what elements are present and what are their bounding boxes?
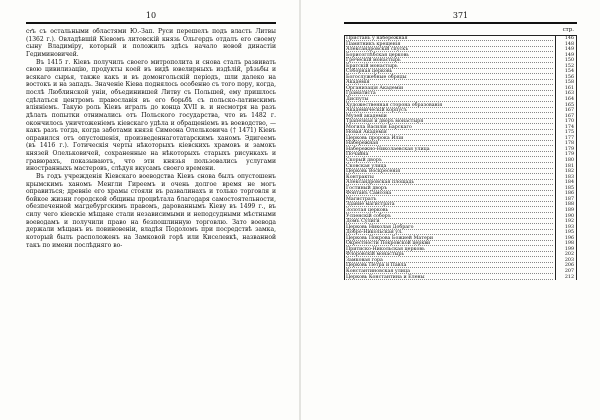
- toc-entry-page: 163: [564, 91, 574, 97]
- toc-entry-title: Граматиста: [346, 91, 376, 97]
- toc-entry-title: Замковая гора: [346, 257, 383, 263]
- toc-entry-title: Золотая церковь: [346, 207, 389, 213]
- toc-entry-page: 154: [564, 69, 574, 75]
- toc-entry-page: 188: [564, 202, 574, 208]
- toc-entry-page: 196: [564, 235, 574, 241]
- toc-entry-page: 206: [564, 263, 574, 269]
- toc-entry-title: Контракты: [346, 174, 374, 180]
- toc-entry-title: Братскій монастырь: [346, 63, 398, 69]
- toc-entry-title: Организація Академіи: [346, 85, 404, 91]
- toc-entry-title: Успенскій соборъ: [346, 213, 391, 219]
- toc-entry-page: 195: [564, 230, 574, 236]
- toc-entry-page: 181: [564, 163, 574, 169]
- toc-entry-page: 174: [564, 124, 574, 130]
- toc-header: [344, 25, 577, 36]
- toc-entry-page: 198: [564, 241, 574, 247]
- right-page: [344, 10, 577, 415]
- toc-entry-page: 212: [564, 274, 574, 280]
- toc-entry-title: Александровскій спускъ: [346, 47, 409, 53]
- toc-entry-title: Притиско-Никольская церковь: [346, 246, 425, 252]
- paragraph: Въ годъ учрежденія Кіевскаго воеводства Кіевъ снова былъ опустошенъ крымскимъ ханомъ Менгли Гиреемъ и очень долгое время не могъ оправиться; древніе его храмы стояли въ развалинахъ и только торговля и бойкое жизни городской общины процвѣтала благодаря самостоятельности, обезпеченной магдебургскимъ правомъ, дарованнымъ Кіеву въ 1499 г., въ силу чего кіевскіе мѣщане стали независимыми и неподсудными мѣстными воеводамъ и получили право на безпошлинную торговлю. Зато воевода держали мѣщанъ въ повиновеніи, владѣя Подоломъ при посредствѣ замка, который былъ расположенъ на Замковой горѣ или Киселевкѣ, названной такъ по имени послѣдняго во-: [26, 172, 276, 249]
- toc-entry-page: 149: [564, 52, 574, 58]
- toc-entry-title: Александровская площадь: [346, 180, 414, 186]
- toc-entry-page: 149: [564, 47, 574, 53]
- toc-page-column-label: стр.: [562, 27, 574, 33]
- toc-entry-page: 183: [564, 174, 574, 180]
- toc-entry-page: 207: [564, 268, 574, 274]
- toc-entry-page: 182: [564, 169, 574, 175]
- toc-entry-page: 190: [564, 213, 574, 219]
- toc-entry-title: Окрестности Покровской церкви: [346, 241, 431, 247]
- toc-leader-dots: [346, 279, 553, 280]
- toc-entry-title: Борисоглѣбская церковь: [346, 52, 409, 58]
- toc-entry-page: 187: [564, 196, 574, 202]
- toc-entry-title: Греческій монастырь: [346, 58, 401, 64]
- toc-entry-title: Здание магистрата: [346, 202, 395, 208]
- toc-entry-title: Церковь Воскресенія: [346, 169, 401, 175]
- toc-entry-title: Магистратъ: [346, 196, 377, 202]
- toc-entry-page: 192: [564, 219, 574, 225]
- toc-entry-page: 156: [564, 74, 574, 80]
- toc-entry-title: Фонтанъ Самсона: [346, 191, 392, 197]
- right-header-rule: [344, 22, 577, 24]
- toc-entry-page: 179: [564, 146, 574, 152]
- left-page-number: 10: [145, 11, 157, 20]
- toc-entry-page: 175: [564, 130, 574, 136]
- toc-entry-page: 170: [564, 119, 574, 125]
- toc-entry-title: Музей академіи: [346, 113, 387, 119]
- toc-entry-page: 167: [564, 108, 574, 114]
- toc-entry-title: Памятникъ крещенія: [346, 41, 401, 47]
- toc-rows: [344, 36, 577, 280]
- toc-entry-title: Церковь Петра и Павла: [346, 263, 407, 269]
- toc-entry-title: Диспуты: [346, 97, 369, 103]
- book-gutter: [299, 0, 301, 420]
- toc-entry-page: 148: [564, 41, 574, 47]
- toc-entry-title: Гостиный дворъ: [346, 185, 388, 191]
- toc-entry-page: 186: [564, 191, 574, 197]
- paragraph: ст҃ъ съ остальными областями Ю.-Зап. Руси перешелъ подъ власть Литвы (1362 г.). Овладѣвшій Кіевомъ литовскій князь Ольгердъ отдалъ его своему сыну Владиміру, который и положилъ здѣсь начало новой династіи Гедиминовичей.: [26, 28, 276, 58]
- toc-entry-title: Церковь Константина и Елены: [346, 274, 425, 280]
- toc-entry-title: Флоровскій монастырь: [346, 252, 405, 258]
- toc-entry-page: 189: [564, 207, 574, 213]
- toc-entry-page: 146: [564, 36, 574, 41]
- toc-entry-title: Добро-Никольская ул.: [346, 230, 403, 236]
- toc-entry-page: 184: [564, 180, 574, 186]
- toc-entry-title: Церковь Покрова Божией Матери: [346, 235, 434, 241]
- left-page: [26, 10, 276, 410]
- toc-entry-page: 203: [564, 257, 574, 263]
- toc-entry-title: Набережно-Николаевская улица: [346, 146, 430, 152]
- toc-entry-page: 185: [564, 185, 574, 191]
- toc-entry-title: Трапезная и дворъ монастыря: [346, 119, 424, 125]
- toc-entry-title: Домъ Сулиги: [346, 219, 380, 225]
- toc-entry-page: 177: [564, 135, 574, 141]
- toc-entry-page: 152: [564, 63, 574, 69]
- toc-entry-page: 161: [564, 85, 574, 91]
- toc-entry-title: Художественная сторона образованія: [346, 102, 443, 108]
- toc-entry-page: 180: [564, 158, 574, 164]
- left-page-body: [26, 28, 276, 249]
- toc-entry-title: Новая Академія: [346, 130, 387, 136]
- toc-entry-page: 202: [564, 252, 574, 258]
- toc-entry-title: Константиновская улица: [346, 268, 410, 274]
- toc-entry-title: Церковь пророка Иліи: [346, 135, 404, 141]
- toc-entry-title: Академія: [346, 80, 370, 86]
- toc-entry-page: 167: [564, 113, 574, 119]
- toc-entry-title: Скорый дворъ: [346, 158, 382, 164]
- toc-entry-title: Церковь Николая Добраго: [346, 224, 414, 230]
- toc-entry-page: 164: [564, 97, 574, 103]
- toc-entry-title: Богослужебные обряды: [346, 74, 407, 80]
- toc-entry-title: Набережная: [346, 141, 379, 147]
- toc-entry-title: Пристань у набережная: [346, 36, 408, 41]
- toc-entry-title: Почайна: [346, 152, 369, 158]
- toc-entry-page: 178: [564, 141, 574, 147]
- toc-entry-title: Могила Василія Барскаго: [346, 124, 412, 130]
- toc-entry-title: Академическій корпусъ: [346, 108, 407, 114]
- paragraph: Въ 1415 г. Кіевъ получилъ своего митрополита и снова сталъ развивать свою цивилизацію, продукты коей въ видѣ ювелирныхъ издѣлій, рѣзьбы и всякаго сырья, также какъ и въ домонгольскій періодъ, шли далеко на востокъ и на западъ. Значеніе Кіева поднялось особенно съ того пору, когда, послѣ Люблинской уніи, объединившей Литву съ Польшей, ему пришлось сдѣлаться центромъ православія въ его борьбѣ съ польско-латинскимъ вліяніемъ. Такую роль Кіевъ игралъ до конца XVII в. и несмотря на разъ дѣлать попытки отнимались отъ Польского государства, что въ 1482 г. окончилось уничтоженіемъ кіевскаго удѣла и обращеніемъ въ воеводство, — какъ разъ тогда, когда заботами князя Симеона Олельковича († 1471) Кіевъ оправился отъ опустошенія, произведеннаготатарскимъ ханомъ Эдигеемъ (въ 1416 г.). Готическія черты нѣкоторыхъ кіевскихъ храмовъ и замокъ князей Олельковичей, сохраненные на нѣкоторыхъ старыхъ рисункахъ и гравюрахъ, показываютъ, что эти князья пользовались услугами иностранныхъ мастеровъ, слѣдуя вкусамъ своего времени.: [26, 58, 276, 173]
- table-of-contents: [344, 25, 577, 280]
- left-header-rule: [26, 22, 276, 24]
- toc-entry-title: Соборная церковь: [346, 69, 393, 75]
- toc-entry: [344, 275, 577, 281]
- right-page-number: 371: [452, 11, 469, 20]
- toc-entry-title: Сковская улица: [346, 163, 387, 169]
- toc-entry-page: 199: [564, 246, 574, 252]
- toc-entry-page: 179: [564, 152, 574, 158]
- toc-entry-page: 193: [564, 224, 574, 230]
- toc-entry-page: 150: [564, 58, 574, 64]
- toc-entry-page: 165: [564, 102, 574, 108]
- toc-entry-page: 158: [564, 80, 574, 86]
